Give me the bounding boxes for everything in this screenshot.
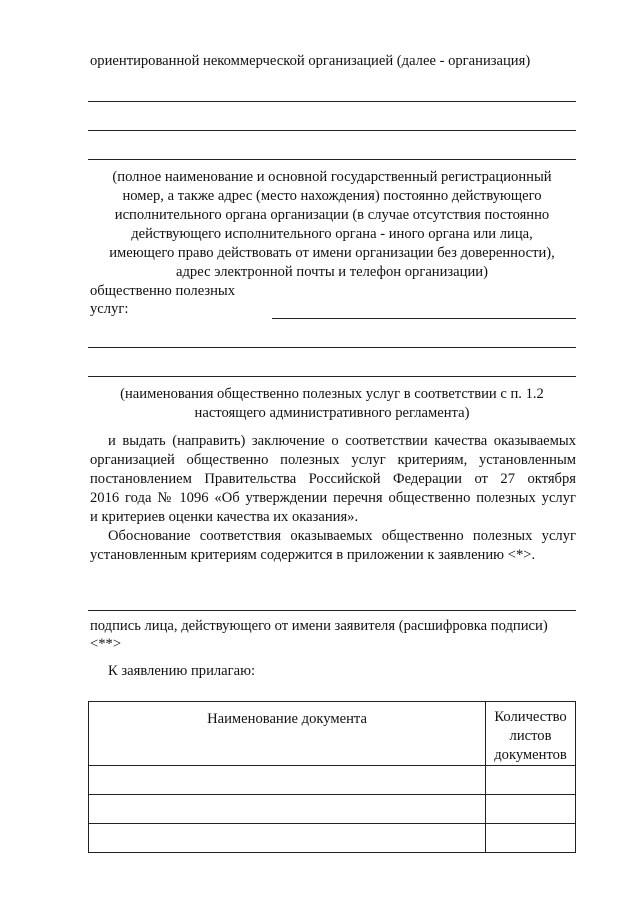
org-blank-line-2[interactable]: [88, 130, 576, 131]
org-caption-line-4: действующего исполнительного органа - иного органа или лица,: [131, 226, 533, 242]
org-blank-line-3[interactable]: [88, 159, 576, 160]
org-caption-line-2: номер, а также адрес (место нахождения) постоянно действующего: [122, 188, 542, 204]
table-row: [89, 766, 576, 795]
paragraph2-line-1: Обоснование соответствия оказываемых общественно полезных услуг: [108, 528, 576, 544]
org-caption-line-3: исполнительного органа организации (в случае отсутствия постоянно: [114, 207, 550, 223]
row-2-sheets-count[interactable]: [486, 795, 576, 824]
signature-caption-line-1: подпись лица, действующего от имени заявителя (расшифровка подписи): [90, 618, 548, 634]
org-caption-line-6: адрес электронной почты и телефон организации): [176, 264, 488, 280]
services-blank-line-2[interactable]: [88, 347, 576, 348]
org-blank-line-1[interactable]: [88, 101, 576, 102]
header-document-name: Наименование документа: [89, 702, 486, 766]
table-header-row: [89, 702, 576, 766]
signature-line[interactable]: [88, 610, 576, 611]
paragraph1-line-2: организацией общественно полезных услуг критериям, установленным: [90, 452, 576, 468]
intro-line: ориентированной некоммерческой организацией (далее - организация): [90, 53, 531, 69]
row-1-sheets-count[interactable]: [486, 766, 576, 795]
attachment-label: К заявлению прилагаю:: [108, 663, 256, 679]
header-sheets-count: [486, 702, 576, 766]
table-row: [89, 795, 576, 824]
row-3-sheets-count[interactable]: [486, 824, 576, 853]
paragraph1-line-1: и выдать (направить) заключение о соответствии качества оказываемых: [108, 433, 576, 449]
header-sheets-count-line-1: Количество: [494, 709, 567, 725]
services-blank-line-1[interactable]: [272, 318, 576, 319]
attachment-table: [88, 701, 576, 853]
row-1-document-name[interactable]: [89, 766, 486, 795]
paragraph1-line-5: и критериев оценки качества их оказания».: [90, 509, 359, 525]
services-caption-line-1: (наименования общественно полезных услуг в соответствии с п. 1.2: [120, 386, 544, 402]
org-caption-line-5: имеющего право действовать от имени организации без доверенности),: [109, 245, 555, 261]
row-3-document-name[interactable]: [89, 824, 486, 853]
header-sheets-count-line-2: листов: [509, 728, 552, 744]
services-label-line-1: общественно полезных: [90, 283, 236, 299]
header-sheets-count-line-3: документов: [494, 747, 567, 763]
services-label-line-2: услуг:: [90, 301, 129, 317]
table-row: [89, 824, 576, 853]
services-blank-line-3[interactable]: [88, 376, 576, 377]
paragraph1-line-4: 2016 года № 1096 «Об утверждении перечня общественно полезных услуг: [90, 490, 576, 506]
signature-caption-line-2: <**>: [90, 636, 122, 652]
paragraph1-line-3: постановлением Правительства Российской Федерации от 27 октября: [90, 471, 576, 487]
services-caption-line-2: настоящего административного регламента): [194, 405, 470, 421]
row-2-document-name[interactable]: [89, 795, 486, 824]
org-caption-line-1: (полное наименование и основной государственный регистрационный: [112, 169, 552, 185]
paragraph2-line-2: установленным критериям содержится в приложении к заявлению <*>.: [90, 547, 536, 563]
